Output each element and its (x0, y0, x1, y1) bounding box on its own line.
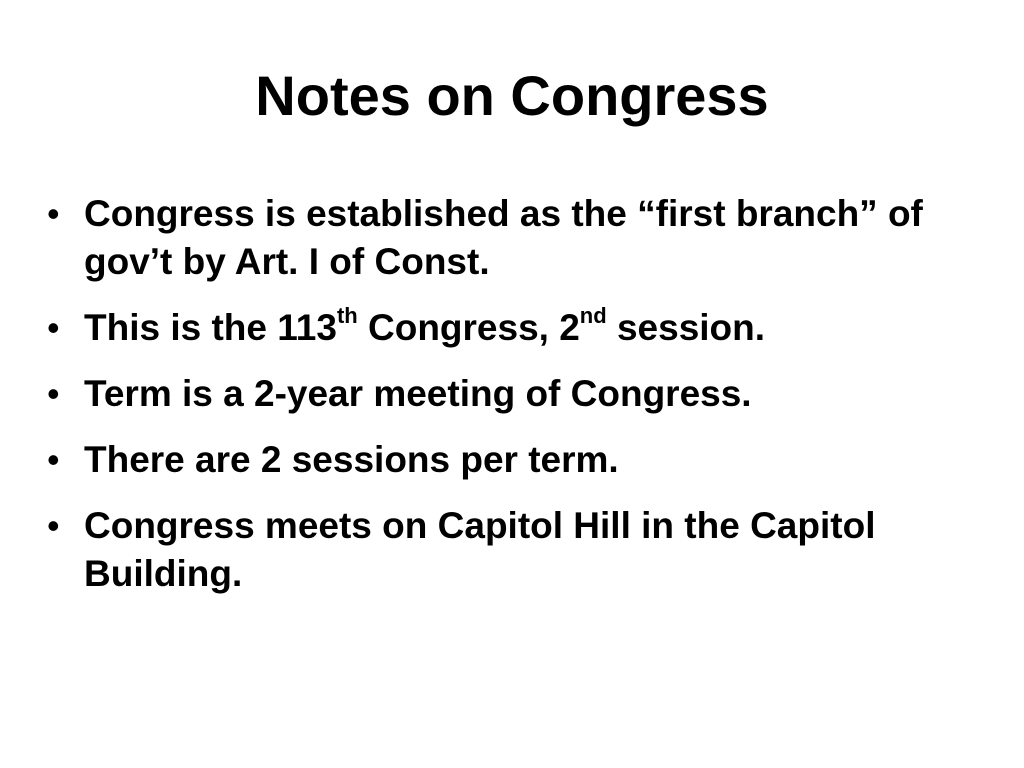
superscript-ordinal: th (336, 302, 358, 328)
bullet-text-segment: session. (606, 307, 766, 348)
bullet-text: Term is a 2-year meeting of Congress. (84, 373, 752, 414)
bullet-text (84, 302, 766, 348)
bullet-dot-icon: • (47, 505, 60, 546)
bullet-item (0, 190, 1024, 286)
bullet-text: There are 2 sessions per term. (84, 439, 619, 480)
bullet-text-segment: Congress, 2 (357, 307, 580, 348)
slide-title: Notes on Congress (255, 64, 769, 127)
bullet-item (0, 436, 1024, 484)
bullet-item (0, 502, 1024, 598)
bullet-text: Congress is established as the “first branch” of gov’t by Art. I of Const. (84, 193, 923, 282)
bullet-list (0, 190, 1024, 616)
bullet-dot-icon: • (47, 193, 60, 234)
bullet-dot-icon: • (47, 439, 60, 480)
bullet-dot-icon: • (47, 373, 60, 414)
bullet-item (0, 370, 1024, 418)
bullet-text-segment: This is the 113 (84, 307, 337, 348)
bullet-dot-icon: • (47, 307, 60, 348)
superscript-ordinal: nd (579, 302, 607, 328)
bullet-text: Congress meets on Capitol Hill in the Capitol Building. (84, 505, 876, 594)
bullet-item (0, 304, 1024, 352)
